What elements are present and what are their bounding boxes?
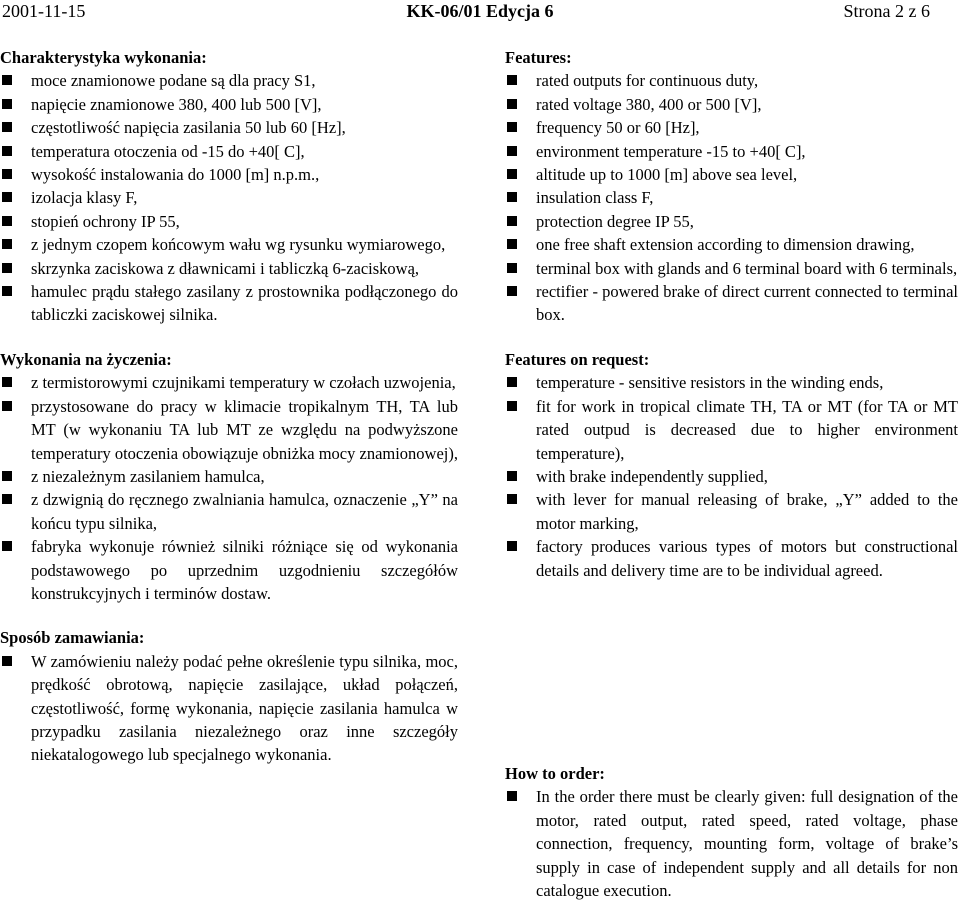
list-item [505,535,958,582]
square-bullet-icon [507,377,517,387]
section-title: How to order: [505,764,605,783]
bullet-list [0,69,458,326]
page-header [0,0,960,24]
list-item [0,650,458,767]
square-bullet-icon [2,146,12,156]
list-item [0,535,458,605]
square-bullet-icon [507,122,517,132]
list-item [0,140,458,163]
list-item [0,257,458,280]
list-item-text: protection degree IP 55, [536,211,694,231]
list-item [505,257,958,280]
section-characteristics [0,46,458,327]
square-bullet-icon [507,286,517,296]
bullet-list [505,371,958,582]
list-item [0,210,458,233]
square-bullet-icon [2,122,12,132]
list-item-text: hamulec prądu stałego zasilany z prostownika podłączonego do tabliczki zaciskowej silnika. [31,282,458,325]
list-item [505,163,958,186]
bullet-list [505,69,958,326]
section-how-to-order [505,762,958,902]
list-item [0,186,458,209]
list-item-text: przystosowane do pracy w klimacie tropikalnym TH, TA lub MT (w wykonaniu TA lub MT ze względu na podwyższone temperatury otoczenia obowiązuje obniżka mocy znamionowej), [31,396,459,463]
square-bullet-icon [507,216,517,226]
list-item [505,233,958,256]
square-bullet-icon [2,656,12,666]
list-item-text: z jednym czopem końcowym wału wg rysunku wymiarowego, [31,235,446,255]
left-column [0,46,458,767]
list-item [505,371,958,394]
square-bullet-icon [2,169,12,179]
list-item [505,210,958,233]
square-bullet-icon [2,541,12,551]
list-item-text: with lever for manual releasing of brake, „Y” added to the motor marking, [536,490,958,533]
list-item [0,233,458,256]
list-item-text: temperature - sensitive resistors in the winding ends, [536,373,884,393]
list-item-text: temperatura otoczenia od -15 do +40[ C], [31,141,305,161]
list-item-text: rectifier - powered brake of direct current connected to terminal box. [536,282,958,325]
list-item-text: stopień ochrony IP 55, [31,211,180,231]
list-item [505,93,958,116]
list-item-text: rated outputs for continuous duty, [536,71,759,91]
list-item [505,395,958,465]
list-item-text: with brake independently supplied, [536,466,768,486]
list-item-text: fabryka wykonuje również silniki różniące się od wykonania podstawowego po uprzednim uzgodnieniu szczegółów konstrukcyjnych i terminów dostaw. [31,537,458,603]
section-title: Sposób zamawiania: [0,628,145,648]
list-item-text: moce znamionowe podane są dla pracy S1, [31,71,316,91]
header-document-code: KK-06/01 Edycja 6 [406,1,554,21]
list-item [0,93,458,116]
square-bullet-icon [507,263,517,273]
square-bullet-icon [507,99,517,109]
list-item [0,465,458,488]
square-bullet-icon [507,471,517,481]
list-item-text: izolacja klasy F, [31,188,138,208]
list-item [0,69,458,92]
list-item [0,395,458,465]
section-features [505,46,958,327]
list-item [505,69,958,92]
square-bullet-icon [507,75,517,85]
square-bullet-icon [2,216,12,226]
list-item [0,163,458,186]
list-item-text: z niezależnym zasilaniem hamulca, [31,466,265,486]
list-item-text: insulation class F, [536,188,654,208]
list-item-text: factory produces various types of motors but constructional details and delivery time are to be individual agreed. [536,537,958,580]
list-item [0,280,458,327]
list-item-text: In the order there must be clearly given: full designation of the motor, rated output, rated speed, rated voltage, phase connection, frequency, mounting form, voltage of brake’s supply in case of independent supply and all details for non catalogue execution. [536,787,958,901]
list-item-text: fit for work in tropical climate TH, TA or MT (for TA or MT rated outpud is decreased due to higher environment temperature), [536,396,958,463]
section-ordering [0,626,458,766]
section-title: Charakterystyka wykonania: [0,48,207,67]
square-bullet-icon [507,146,517,156]
list-item-text: environment temperature -15 to +40[ C], [536,141,806,161]
list-item [505,785,958,902]
square-bullet-icon [2,286,12,296]
list-item [0,116,458,139]
list-item-text: częstotliwość napięcia zasilania 50 lub 60 [Hz], [31,118,346,138]
square-bullet-icon [2,263,12,273]
header-date: 2001-11-15 [2,1,86,21]
list-item [0,488,458,535]
bullet-list [505,785,958,902]
list-item-text: z dzwignią do ręcznego zwalniania hamulca, oznaczenie „Y” na końcu typu silnika, [31,490,458,533]
list-item-text: rated voltage 380, 400 or 500 [V], [536,94,762,114]
square-bullet-icon [507,401,517,411]
square-bullet-icon [2,192,12,202]
list-item [505,465,958,488]
square-bullet-icon [507,541,517,551]
section-title: Features: [505,48,572,67]
square-bullet-icon [2,494,12,504]
list-item [505,186,958,209]
list-item-text: terminal box with glands and 6 terminal board with 6 terminals, [536,258,958,278]
square-bullet-icon [2,75,12,85]
list-item [505,140,958,163]
list-item [505,116,958,139]
list-item [0,371,458,394]
square-bullet-icon [507,494,517,504]
section-features-on-request [505,348,958,582]
list-item-text: W zamówieniu należy podać pełne określenie typu silnika, moc, prędkość obrotową, napięcie zasilające, układ połączeń, częstotliwość, formę wykonania, napięcie zasilania hamulca w przypadku zasilania niezależnego oraz inne szczegóły niekatalogowego lub specjalnego wykonania. [31,651,458,765]
list-item [505,488,958,535]
section-title: Wykonania na życzenia: [0,349,172,369]
square-bullet-icon [2,239,12,249]
list-item [505,280,958,327]
square-bullet-icon [2,99,12,109]
header-page-number: Strona 2 z 6 [843,1,930,21]
list-item-text: napięcie znamionowe 380, 400 lub 500 [V], [31,94,322,114]
bullet-list [0,650,458,767]
list-item-text: frequency 50 or 60 [Hz], [536,118,700,138]
square-bullet-icon [2,471,12,481]
list-item-text: skrzynka zaciskowa z dławnicami i tabliczką 6-zaciskową, [31,258,420,278]
section-title: Features on request: [505,349,650,369]
list-item-text: one free shaft extension according to dimension drawing, [536,235,915,255]
right-column [505,46,958,901]
square-bullet-icon [507,239,517,249]
section-on-request [0,348,458,605]
square-bullet-icon [507,169,517,179]
square-bullet-icon [2,401,12,411]
list-item-text: z termistorowymi czujnikami temperatury w czołach uzwojenia, [31,373,456,393]
square-bullet-icon [2,377,12,387]
list-item-text: altitude up to 1000 [m] above sea level, [536,165,798,185]
square-bullet-icon [507,791,517,801]
square-bullet-icon [507,192,517,202]
list-item-text: wysokość instalowania do 1000 [m] n.p.m., [31,165,320,185]
bullet-list [0,371,458,605]
